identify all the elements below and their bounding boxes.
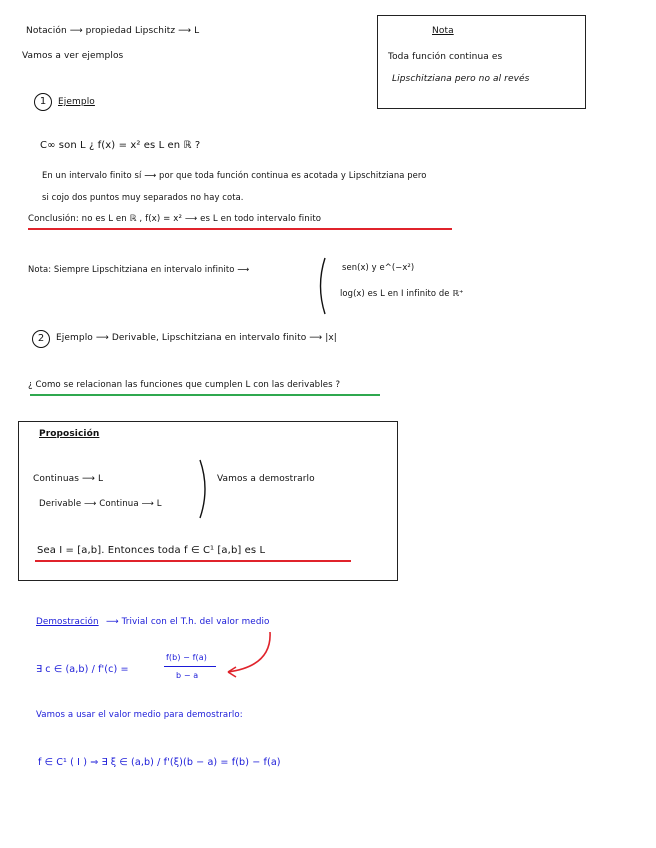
proof-use-line: Vamos a usar el valor medio para demostrarlo: [36,710,243,720]
example-1-line-2: si cojo dos puntos muy separados no hay cota. [42,192,244,202]
proof-title-rest: ⟶ Trivial con el T.h. del valor medio [106,617,270,627]
proof-fraction-bar [164,666,216,667]
conclusion-underline [28,228,452,230]
example-2-text: Ejemplo ⟶ Derivable, Lipschitziana en intervalo finito ⟶ |x| [56,333,337,343]
proof-fraction-numerator: f(b) − f(a) [166,653,207,662]
header-line-2: Vamos a ver ejemplos [22,51,124,61]
relation-question: ¿ Como se relacionan las funciones que cumplen L con las derivables ? [28,380,341,390]
example-1-number: 1 [34,93,52,111]
proposition-line-2: Derivable ⟶ Continua ⟶ L [39,499,162,509]
example-1-title: Ejemplo [58,97,95,107]
example-1-line-1: En un intervalo finito sí ⟶ por que toda función continua es acotada y Lipschitziana pero [42,170,427,180]
example-1-conclusion: Conclusión: no es L en ℝ , f(x) = x² ⟶ es L en todo intervalo finito [28,214,322,224]
example-2-number: 2 [32,330,50,348]
proof-final: f ∈ C¹ ( I ) ⇒ ∃ ξ ∈ (a,b) / f'(ξ)(b − a) = f(b) − f(a) [38,757,281,768]
header-line-1: Notación ⟶ propiedad Lipschitz ⟶ L [26,26,200,36]
note-line-2: Lipschitziana pero no al revés [392,74,530,84]
proposition-line-1: Continuas ⟶ L [33,474,104,484]
proposition-title: Proposición [39,429,100,439]
note-box [377,15,586,109]
proof-formula-left: ∃ c ∈ (a,b) / f'(c) = [36,664,129,675]
proposition-box [18,421,398,581]
note2-lead: Nota: Siempre Lipschitziana en intervalo infinito ⟶ [28,264,250,274]
statement-underline [35,560,351,562]
proposition-brace [197,458,211,520]
proof-fraction-denominator: b − a [176,671,199,680]
proposition-statement: Sea I = [a,b]. Entonces toda f ∈ C¹ [a,b] es L [37,545,266,556]
proposition-side-note: Vamos a demostrarlo [217,474,315,484]
proof-arrow [222,628,282,680]
note2-item-2: log(x) es L en I infinito de ℝ⁺ [340,288,464,298]
question-underline [30,394,380,396]
note2-item-1: sen(x) y e^(−x²) [342,262,415,272]
note2-brace [314,256,328,316]
proof-title: Demostración [36,617,99,627]
note-title: Nota [432,26,454,36]
note-line-1: Toda función continua es [388,52,503,62]
example-1-question: C∞ son L ¿ f(x) = x² es L en ℝ ? [40,140,201,151]
